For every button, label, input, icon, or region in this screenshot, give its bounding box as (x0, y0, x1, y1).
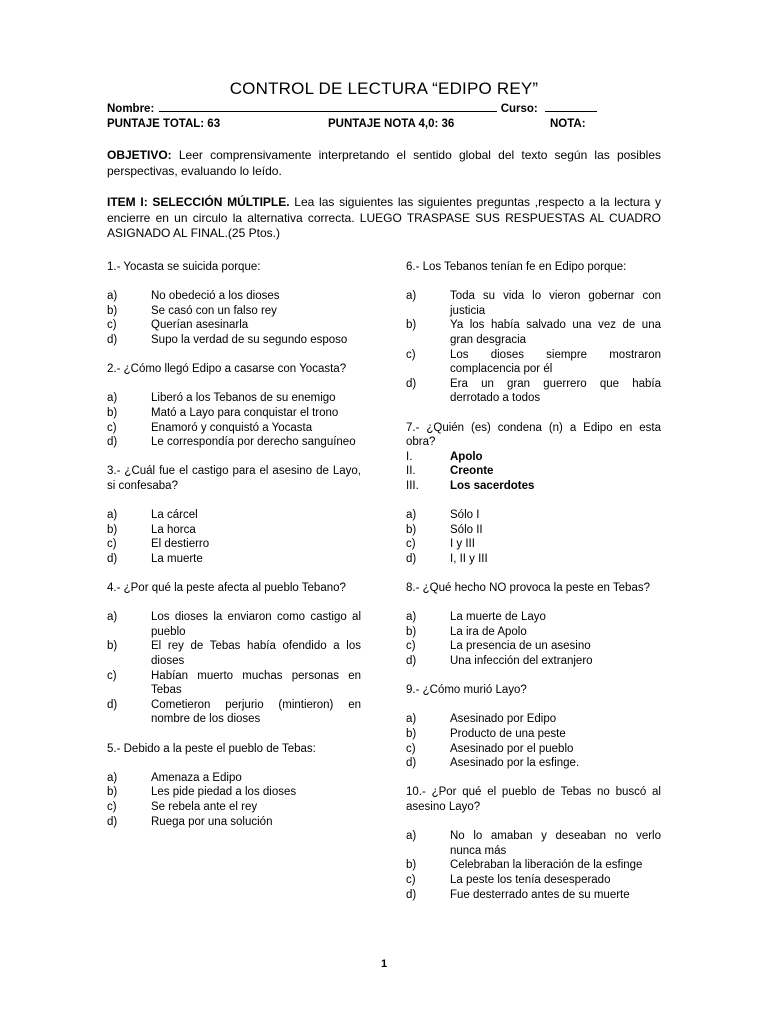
answer-option[interactable] (406, 888, 661, 903)
option-letter: a) (107, 771, 118, 784)
answer-option[interactable] (107, 421, 361, 436)
answer-option[interactable] (406, 756, 661, 771)
option-letter: c) (406, 640, 416, 653)
answer-option[interactable] (107, 333, 361, 348)
answer-option[interactable] (107, 552, 361, 567)
premise-item (406, 450, 661, 465)
option-letter: c) (406, 538, 416, 551)
question-text: 10.- ¿Por qué el pueblo de Tebas no buscó al asesino Layo? (406, 786, 661, 813)
option-text: Habían muerto muchas personas en Tebas (151, 669, 361, 697)
option-letter: a) (107, 611, 118, 624)
answer-option[interactable] (107, 318, 361, 333)
option-text: Se casó con un falso rey (151, 304, 277, 317)
question-block (406, 421, 661, 582)
page-number: 1 (380, 958, 388, 970)
premise-text: Creonte (450, 465, 494, 478)
option-letter: b) (406, 523, 417, 536)
answer-option[interactable] (406, 639, 661, 654)
answer-option[interactable] (406, 610, 661, 625)
option-text: Sólo I (450, 509, 480, 522)
option-letter: c) (406, 348, 416, 361)
option-text: I y III (450, 538, 475, 551)
answer-option[interactable] (406, 289, 661, 318)
option-letter: a) (406, 290, 417, 303)
option-letter: b) (406, 728, 417, 740)
premise-text: Los sacerdotes (450, 479, 535, 492)
option-letter: b) (107, 523, 118, 536)
option-text: Asesinado por la esfinge. (450, 757, 580, 770)
option-letter: b) (107, 786, 118, 799)
answer-option[interactable] (107, 508, 361, 523)
answer-option[interactable] (107, 800, 361, 815)
answer-option[interactable] (406, 348, 661, 377)
option-text: I, II y III (450, 552, 488, 565)
questions-left-column (107, 260, 361, 829)
premise-number: III. (406, 479, 419, 492)
option-text: Asesinado por el pueblo (450, 742, 574, 755)
option-text: No obedeció a los dioses (151, 290, 280, 303)
option-letter: b) (406, 859, 417, 872)
option-text: Cometieron perjurio (mintieron) en nombre de los dioses (151, 698, 361, 726)
option-letter: d) (107, 333, 118, 346)
option-letter: a) (406, 509, 417, 522)
option-text: Toda su vida lo vieron gobernar con justicia (450, 290, 661, 317)
item-instructions (107, 195, 661, 242)
option-letter: b) (107, 304, 118, 317)
puntaje-total: PUNTAJE TOTAL: 63 (107, 118, 221, 130)
answer-option[interactable] (406, 523, 661, 538)
questions-right-column (406, 260, 661, 902)
question-text: 5.- Debido a la peste el pueblo de Tebas: (107, 742, 316, 755)
question-text: 3.- ¿Cuál fue el castigo para el asesino de Layo, si confesaba? (107, 465, 361, 492)
option-text: El destierro (151, 538, 210, 551)
question-text: 1.- Yocasta se suicida porque: (107, 261, 261, 273)
option-letter: a) (406, 611, 417, 624)
objetivo-text: Leer comprensivamente interpretando el sentido global del texto según las posibles perspectivas, evaluando lo leído. (107, 148, 661, 178)
answer-option[interactable] (107, 610, 361, 639)
option-letter: d) (406, 552, 417, 565)
answer-option[interactable] (107, 537, 361, 552)
option-text: Amenaza a Edipo (151, 771, 242, 784)
objetivo-label: OBJETIVO: (107, 148, 172, 162)
option-letter: d) (107, 436, 118, 449)
premise-item (406, 479, 661, 494)
answer-option[interactable] (406, 625, 661, 640)
answer-option[interactable] (107, 391, 361, 406)
answer-option[interactable] (406, 537, 661, 552)
option-text: Celebraban la liberación de la esfinge (450, 859, 643, 872)
option-letter: c) (107, 800, 117, 813)
option-letter: b) (107, 640, 118, 653)
option-letter: d) (406, 377, 417, 390)
answer-option[interactable] (406, 377, 661, 406)
option-letter: c) (107, 319, 117, 332)
objetivo-paragraph (107, 148, 661, 179)
nota-label: NOTA: (550, 118, 586, 130)
answer-option[interactable] (107, 698, 361, 727)
option-text: Querían asesinarla (151, 319, 249, 332)
option-text: La horca (151, 523, 196, 536)
question-text: 2.- ¿Cómo llegó Edipo a casarse con Yocasta? (107, 363, 347, 376)
question-text: 8.- ¿Qué hecho NO provoca la peste en Tebas? (406, 582, 650, 595)
question-block (107, 581, 361, 742)
item-label: ITEM I: SELECCIÓN MÚLTIPLE. (107, 195, 290, 209)
question-block (406, 581, 661, 683)
option-letter: c) (406, 742, 416, 755)
answer-option[interactable] (107, 771, 361, 786)
answer-option[interactable] (107, 785, 361, 800)
option-text: Una infección del extranjero (450, 655, 593, 668)
option-letter: c) (107, 538, 117, 551)
question-block (406, 683, 661, 785)
answer-option[interactable] (107, 815, 361, 830)
answer-option[interactable] (107, 406, 361, 421)
option-text: La peste los tenía desesperado (450, 873, 611, 886)
option-letter: b) (406, 625, 417, 638)
option-text: El rey de Tebas había ofendido a los dioses (151, 640, 361, 668)
answer-option[interactable] (107, 435, 361, 450)
answer-option[interactable] (107, 304, 361, 319)
option-text: Era un gran guerrero que había derrotado a todos (450, 377, 661, 405)
option-letter: d) (406, 655, 417, 668)
page-title: CONTROL DE LECTURA “EDIPO REY” (229, 79, 539, 98)
question-text: 4.- ¿Por qué la peste afecta al pueblo Tebano? (107, 582, 346, 595)
question-block (406, 785, 661, 902)
question-block (107, 742, 361, 830)
option-text: Producto de una peste (450, 728, 566, 740)
option-text: Ruega por una solución (151, 815, 273, 828)
puntaje-nota: PUNTAJE NOTA 4,0: 36 (328, 118, 455, 130)
option-text: Se rebela ante el rey (151, 800, 258, 813)
option-letter: a) (107, 509, 118, 522)
answer-option[interactable] (406, 552, 661, 567)
premise-text: Apolo (450, 450, 483, 463)
answer-option[interactable] (406, 873, 661, 888)
option-text: Supo la verdad de su segundo esposo (151, 333, 348, 346)
question-block (107, 260, 361, 362)
option-letter: c) (406, 873, 416, 886)
option-letter: d) (107, 698, 118, 711)
answer-option[interactable] (406, 742, 661, 757)
premise-number: II. (406, 465, 416, 478)
question-block (107, 362, 361, 464)
name-line (107, 100, 597, 117)
option-text: Les pide piedad a los dioses (151, 786, 297, 799)
option-letter: c) (107, 669, 117, 682)
answer-option[interactable] (406, 318, 661, 347)
question-text: 9.- ¿Cómo murió Layo? (406, 684, 527, 697)
premise-number: I. (406, 450, 413, 463)
option-letter: d) (107, 815, 118, 828)
nombre-blank (159, 100, 497, 112)
answer-option[interactable] (406, 829, 661, 858)
option-text: La muerte (151, 552, 203, 565)
nombre-label: Nombre: (107, 103, 155, 115)
question-block (406, 260, 661, 421)
option-letter: a) (107, 392, 118, 405)
answer-option[interactable] (107, 523, 361, 538)
option-letter: c) (107, 421, 117, 434)
option-letter: d) (406, 888, 417, 901)
option-text: Asesinado por Edipo (450, 713, 557, 726)
answer-option[interactable] (406, 712, 661, 727)
option-letter: a) (107, 290, 118, 303)
option-letter: d) (406, 757, 417, 770)
option-text: Le correspondía por derecho sanguíneo (151, 436, 356, 449)
option-letter: b) (107, 406, 118, 419)
option-text: Mató a Layo para conquistar el trono (151, 406, 339, 419)
option-text: Enamoró y conquistó a Yocasta (151, 421, 313, 434)
answer-option[interactable] (107, 669, 361, 698)
answer-option[interactable] (406, 654, 661, 669)
option-text: Los dioses siempre mostraron complacencia por él (450, 348, 661, 376)
answer-option[interactable] (406, 727, 661, 742)
option-text: No lo amaban y deseaban no verlo nunca más (450, 830, 661, 857)
option-text: La cárcel (151, 509, 198, 522)
option-text: La ira de Apolo (450, 625, 527, 638)
option-text: Ya los había salvado una vez de una gran desgracia (450, 319, 661, 346)
option-text: Liberó a los Tebanos de su enemigo (151, 392, 336, 405)
answer-option[interactable] (107, 639, 361, 668)
answer-option[interactable] (107, 289, 361, 304)
premise-item (406, 464, 661, 479)
option-letter: a) (406, 830, 417, 843)
curso-blank (545, 100, 597, 112)
option-text: Fue desterrado antes de su muerte (450, 888, 630, 901)
option-text: Sólo II (450, 523, 483, 536)
option-letter: b) (406, 319, 417, 332)
answer-option[interactable] (406, 858, 661, 873)
item-text: Lea las siguientes las siguientes preguntas ,respecto a la lectura y encierre en un circulo la alternativa correcta. LUEGO TRASPASE SUS RESPUESTAS AL CUADRO ASIGNADO AL FINAL.(25 Ptos.) (107, 195, 661, 240)
option-text: La presencia de un asesino (450, 640, 591, 653)
curso-label: Curso: (500, 103, 538, 115)
answer-option[interactable] (406, 508, 661, 523)
question-text: 7.- ¿Quién (es) condena (n) a Edipo en esta obra? (406, 421, 661, 449)
option-text: Los dioses la enviaron como castigo al pueblo (151, 611, 361, 638)
question-text: 6.- Los Tebanos tenían fe en Edipo porque: (406, 261, 627, 273)
question-block (107, 464, 361, 581)
option-letter: a) (406, 713, 417, 726)
option-text: La muerte de Layo (450, 611, 546, 624)
option-letter: d) (107, 552, 118, 565)
